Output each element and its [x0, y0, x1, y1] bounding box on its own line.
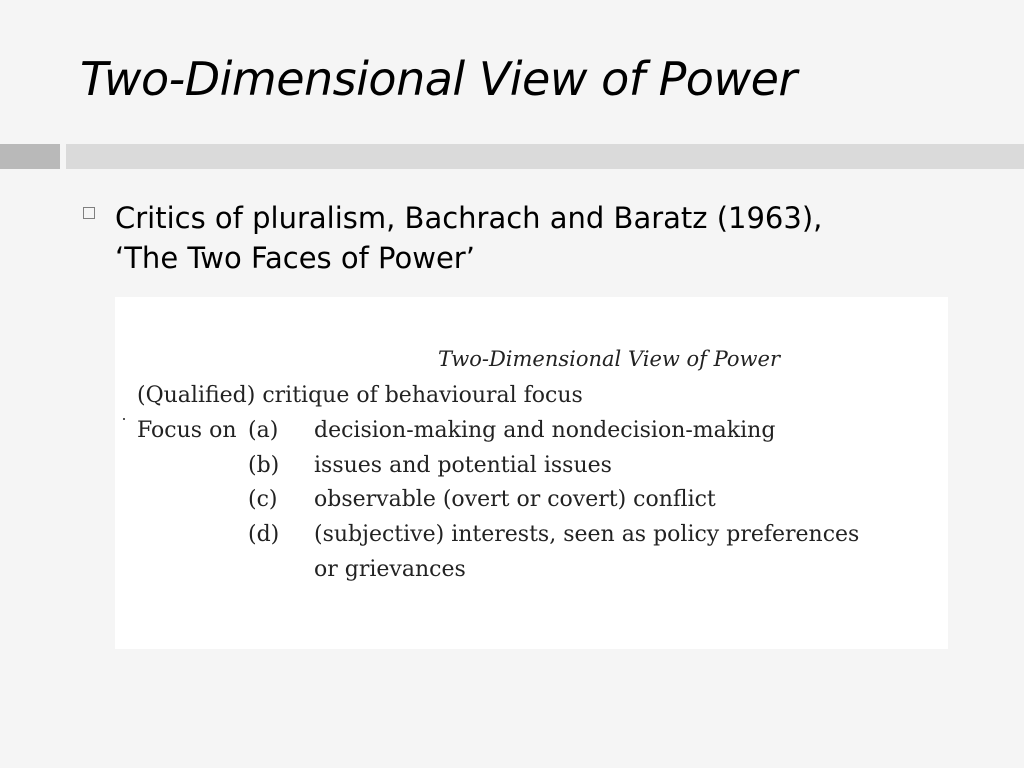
excerpt-item-marker: (b) — [248, 453, 280, 478]
excerpt-item-continuation: or grievances — [314, 557, 466, 582]
excerpt-item-text: observable (overt or covert) conflict — [314, 487, 716, 512]
scan-speck — [123, 418, 125, 420]
scanned-excerpt — [115, 297, 948, 649]
excerpt-item-marker: (d) — [248, 522, 280, 547]
excerpt-critique: (Qualified) critique of behavioural focus — [137, 383, 583, 408]
excerpt-item-marker: (c) — [248, 487, 278, 512]
excerpt-item-text: (subjective) interests, seen as policy preferences — [314, 522, 860, 547]
excerpt-title: Two-Dimensional View of Power — [437, 347, 780, 371]
bullet-line-1: Critics of pluralism, Bachrach and Baratz (1963), — [115, 201, 823, 235]
excerpt-focus-label: Focus on — [137, 418, 237, 443]
bullet-line-2: ‘The Two Faces of Power’ — [115, 241, 475, 275]
excerpt-item-marker: (a) — [248, 418, 279, 443]
title-divider-bar — [66, 144, 1024, 169]
square-bullet-icon — [83, 207, 95, 219]
slide-title: Two-Dimensional View of Power — [80, 52, 797, 106]
title-divider-accent — [0, 144, 60, 169]
bullet-text — [115, 198, 945, 278]
excerpt-item-text: decision-making and nondecision-making — [314, 418, 776, 443]
excerpt-item-text: issues and potential issues — [314, 453, 612, 478]
